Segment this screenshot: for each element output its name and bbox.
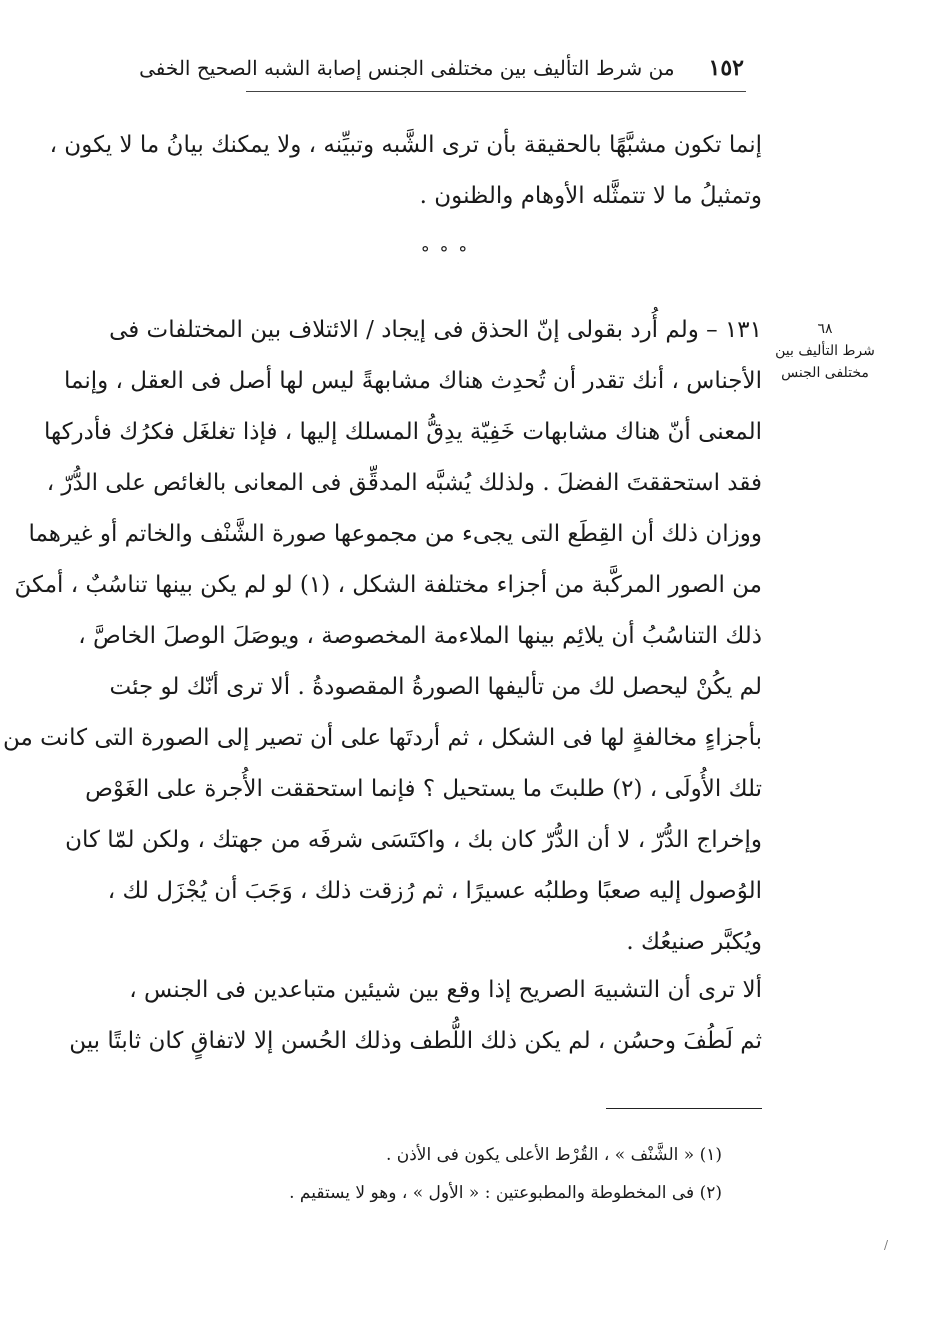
margin-note-number: ٦٨ — [817, 321, 833, 337]
page-number: ١٥٢ — [708, 55, 744, 81]
footnote-rule — [606, 1108, 762, 1109]
footnote-2: (٢) فى المخطوطة والمطبوعتين : « الأول » ، وهو لا يستقيم . — [289, 1183, 722, 1203]
footnote-1: (١) « الشَّنْف » ، القُرْط الأعلى يكون فى الأذن . — [385, 1145, 722, 1165]
margin-note-line: مختلفى الجنس — [781, 365, 869, 381]
header-rule — [246, 91, 746, 92]
footnotes — [289, 1136, 722, 1212]
text-line: وتمثيلُ ما لا تتمثَّله الأوهام والظنون . — [419, 183, 762, 209]
text-line: المعنى أنّ هناك مشابهات خَفِيّة يدِقُّ المسلك إليها ، فإذا تغلغَل فكرُك فأدركها — [44, 419, 762, 445]
text-line: وإخراج الدُّرّ ، لا أن الدُّرّ كان بك ، واكتَسَى شرفَه من جهتك ، ولكن لمّا كان — [65, 827, 762, 853]
paragraph-1 — [49, 120, 762, 222]
text-line: من الصور المركَّبة من أجزاء مختلفة الشكل ، (١) لو لم يكن بينها تناسُبٌ ، أمكنَ — [14, 572, 762, 598]
text-line: إنما تكون مشبَّهًا بالحقيقة بأن ترى الشَّبه وتبيِّنه ، ولا يمكنك بيانُ ما لا يكون ، — [49, 132, 762, 158]
text-line: الأجناس ، أنك تقدر أن تُحدِث هناك مشابهةً ليس لها أصل فى العقل ، وإنما — [64, 368, 762, 394]
text-line: فقد استحققتَ الفضلَ . ولذلك يُشبَّه المدقِّق فى المعانى بالغائص على الدُّرّ ، — [46, 470, 762, 496]
text-line: ثم لَطُفَ وحسُن ، لم يكن ذلك اللُّطف وذلك الحُسن إلا لاتفاقٍ كان ثابتًا بين — [69, 1028, 762, 1054]
text-line: ويُكبَّر صنيعُك . — [626, 929, 762, 955]
text-line: تلك الأُولَى ، (٢) طلبتَ ما يستحيل ؟ فإنما استحققت الأُجرة على الغَوْص — [85, 776, 762, 802]
text-line: لم يكُنْ ليحصل لك من تأليفها الصورةُ المقصودةُ . ألا ترى أنّك لو جئت — [109, 674, 762, 700]
text-line: بأجزاءٍ مخالفةٍ لها فى الشكل ، ثم أردتَها على أن تصير إلى الصورة التى كانت من — [2, 725, 762, 751]
text-line: ١٣١ – ولم أُرد بقولى إنّ الحذق فى إيجاد / الائتلاف بين المختلفات فى — [109, 317, 762, 343]
text-line: الوُصول إليه صعبًا وطلبُه عسيرًا ، ثم رُزقت ذلك ، وَجَبَ أن يُجْزَل لك ، — [107, 878, 762, 904]
paragraph-131 — [2, 305, 762, 968]
margin-note — [770, 318, 880, 384]
running-title: من شرط التأليف بين مختلفى الجنس إصابة الشبه الصحيح الخفى — [139, 56, 675, 80]
stray-mark: / — [884, 1238, 889, 1252]
section-separator: ° ° ° — [420, 243, 470, 264]
page-header — [139, 46, 744, 90]
text-line: ألا ترى أن التشبيهَ الصريح إذا وقع بين شيئين متباعدين فى الجنس ، — [129, 977, 762, 1003]
text-line: ووزان ذلك أن القِطَع التى يجىء من مجموعها صورة الشَّنْف والخاتم أو غيرهما — [28, 521, 762, 547]
text-line: ذلك التناسُبُ أن يلائِم بينها الملاءمة المخصوصة ، ويوصَلَ الوصلَ الخاصَّ ، — [78, 623, 762, 649]
paragraph-3 — [69, 965, 762, 1067]
margin-note-line: شرط التأليف بين — [775, 343, 875, 359]
